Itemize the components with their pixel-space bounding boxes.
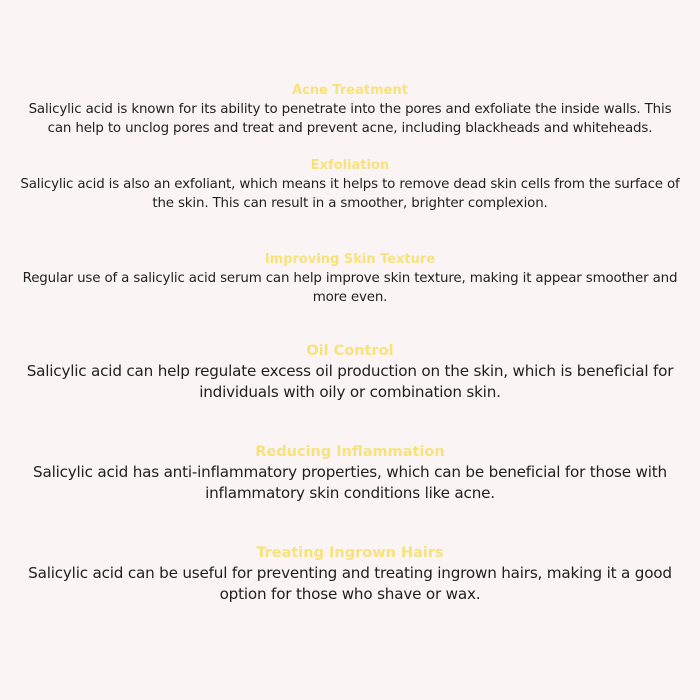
section-exfoliation: [20, 156, 680, 213]
section-heading: Exfoliation: [310, 158, 390, 173]
section-heading: Improving Skin Texture: [264, 252, 436, 267]
section-heading: Treating Ingrown Hairs: [256, 545, 444, 561]
section-acne-treatment: [20, 81, 680, 138]
section-heading: Reducing Inflammation: [255, 444, 445, 460]
section-heading: Oil Control: [306, 343, 394, 359]
section-body: Salicylic acid has anti-inflammatory properties, which can be beneficial for those with inflammatory skin conditions like acne.: [33, 463, 667, 502]
section-reducing-inflammation: [20, 442, 680, 503]
section-treating-ingrown-hairs: [20, 543, 680, 604]
section-body: Salicylic acid can be useful for preventing and treating ingrown hairs, making it a good option for those who shave or wax.: [28, 564, 672, 603]
section-body: Salicylic acid can help regulate excess oil production on the skin, which is beneficial for individuals with oily or combination skin.: [26, 362, 674, 401]
section-oil-control: [20, 341, 680, 402]
section-body: Salicylic acid is also an exfoliant, which means it helps to remove dead skin cells from the surface of the skin. This can result in a smoother, brighter complexion.: [20, 177, 680, 211]
section-body: Salicylic acid is known for its ability to penetrate into the pores and exfoliate the inside walls. This can help to unclog pores and treat and prevent acne, including blackheads and whiteheads.: [28, 102, 672, 136]
section-body: Regular use of a salicylic acid serum can help improve skin texture, making it appear smoother and more even.: [22, 271, 678, 305]
section-improving-skin-texture: [20, 250, 680, 307]
section-heading: Acne Treatment: [292, 83, 408, 98]
